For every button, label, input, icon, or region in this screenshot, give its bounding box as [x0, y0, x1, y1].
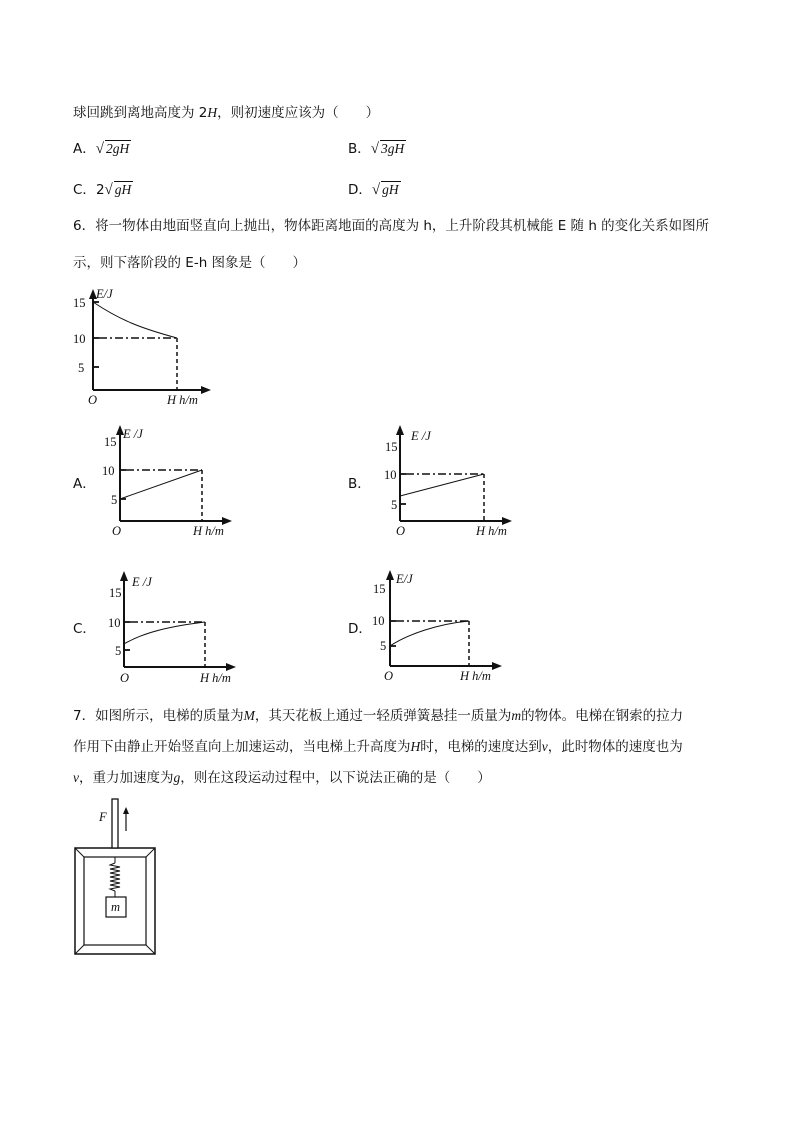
tick-label-10: 10	[73, 332, 86, 346]
q7-stem-line1: 7．如图所示，电梯的质量为M，其天花板上通过一轻质弹簧悬挂一质量为m的物体。电梯在钢索的拉力	[73, 708, 684, 724]
q5-option-d[interactable]: D．√ gH	[348, 182, 399, 198]
tick-label-15: 15	[109, 586, 122, 600]
energy-curve	[390, 621, 469, 646]
y-axis-label: E /J	[123, 427, 143, 441]
q7-elevator-figure	[70, 795, 170, 960]
tick-label-15: 15	[73, 296, 86, 310]
tick-label-10: 10	[372, 614, 385, 628]
origin-label: O	[88, 393, 98, 407]
q6-option-a-graph[interactable]	[98, 424, 248, 544]
origin-label: O	[112, 524, 122, 538]
origin-label: O	[396, 524, 406, 538]
spring	[110, 863, 120, 891]
tick-label-15: 15	[373, 582, 386, 596]
tick-label-5: 5	[115, 644, 122, 658]
q7-stem-line3: v，重力加速度为g，则在这段运动过程中，以下说法正确的是（ ）	[73, 770, 491, 786]
energy-line	[120, 470, 202, 499]
y-axis-label: E /J	[411, 429, 431, 443]
origin-label: O	[384, 669, 394, 683]
energy-line	[400, 474, 484, 496]
q6-option-c-label[interactable]: C．	[73, 621, 96, 637]
tick-label-10: 10	[102, 464, 115, 478]
y-axis-label: E/J	[96, 287, 113, 301]
tick-label-5: 5	[391, 498, 398, 512]
q6-option-a-label[interactable]: A．	[73, 476, 96, 492]
tick-label-10: 10	[108, 616, 121, 630]
q5-stem: 球回跳到离地高度为 2H，则初速度应该为（ ）	[73, 105, 380, 121]
mass-label: m	[111, 900, 121, 914]
energy-curve	[93, 302, 177, 338]
x-axis-label: H h/m	[476, 524, 507, 538]
q6-option-b-label[interactable]: B．	[348, 476, 371, 492]
q6-main-graph	[60, 282, 230, 410]
x-axis-label: H h/m	[200, 671, 231, 685]
q6-option-d-label[interactable]: D．	[348, 621, 372, 637]
tick-label-15: 15	[104, 435, 117, 449]
q6-stem-line1: 6．将一物体由地面竖直向上抛出，物体距离地面的高度为 h，上升阶段其机械能 E 随 h 的变化关系如图所	[73, 218, 710, 234]
origin-label: O	[120, 671, 130, 685]
y-axis-label: E /J	[132, 575, 152, 589]
y-axis-label: E/J	[396, 572, 413, 586]
tick-label-5: 5	[78, 361, 85, 375]
cable	[112, 799, 118, 848]
x-axis-label: H h/m	[460, 669, 491, 683]
x-axis-label: H h/m	[193, 524, 224, 538]
q6-option-b-graph[interactable]	[378, 424, 528, 544]
energy-curve	[124, 622, 205, 644]
x-axis-label: H h/m	[167, 393, 198, 407]
q5-option-b[interactable]: B．√ 3gH	[348, 141, 405, 157]
q6-option-d-graph[interactable]	[368, 566, 518, 690]
tick-label-5: 5	[111, 493, 118, 507]
x-axis-arrow	[201, 386, 211, 394]
q6-stem-line2: 示，则下落阶段的 E-h 图象是（ ）	[73, 255, 307, 271]
force-label: F	[99, 810, 107, 824]
q6-option-c-graph[interactable]	[102, 570, 252, 690]
q5-option-a[interactable]: A．√ 2gH	[73, 141, 130, 157]
tick-label-5: 5	[380, 639, 387, 653]
force-arrowhead	[123, 807, 129, 814]
q7-stem-line2: 作用下由静止开始竖直向上加速运动，当电梯上升高度为H时，电梯的速度达到v，此时物体的速度也为	[73, 739, 683, 755]
tick-label-10: 10	[384, 468, 397, 482]
tick-label-15: 15	[385, 440, 398, 454]
q5-option-c[interactable]: C．2√ gH	[73, 182, 132, 198]
